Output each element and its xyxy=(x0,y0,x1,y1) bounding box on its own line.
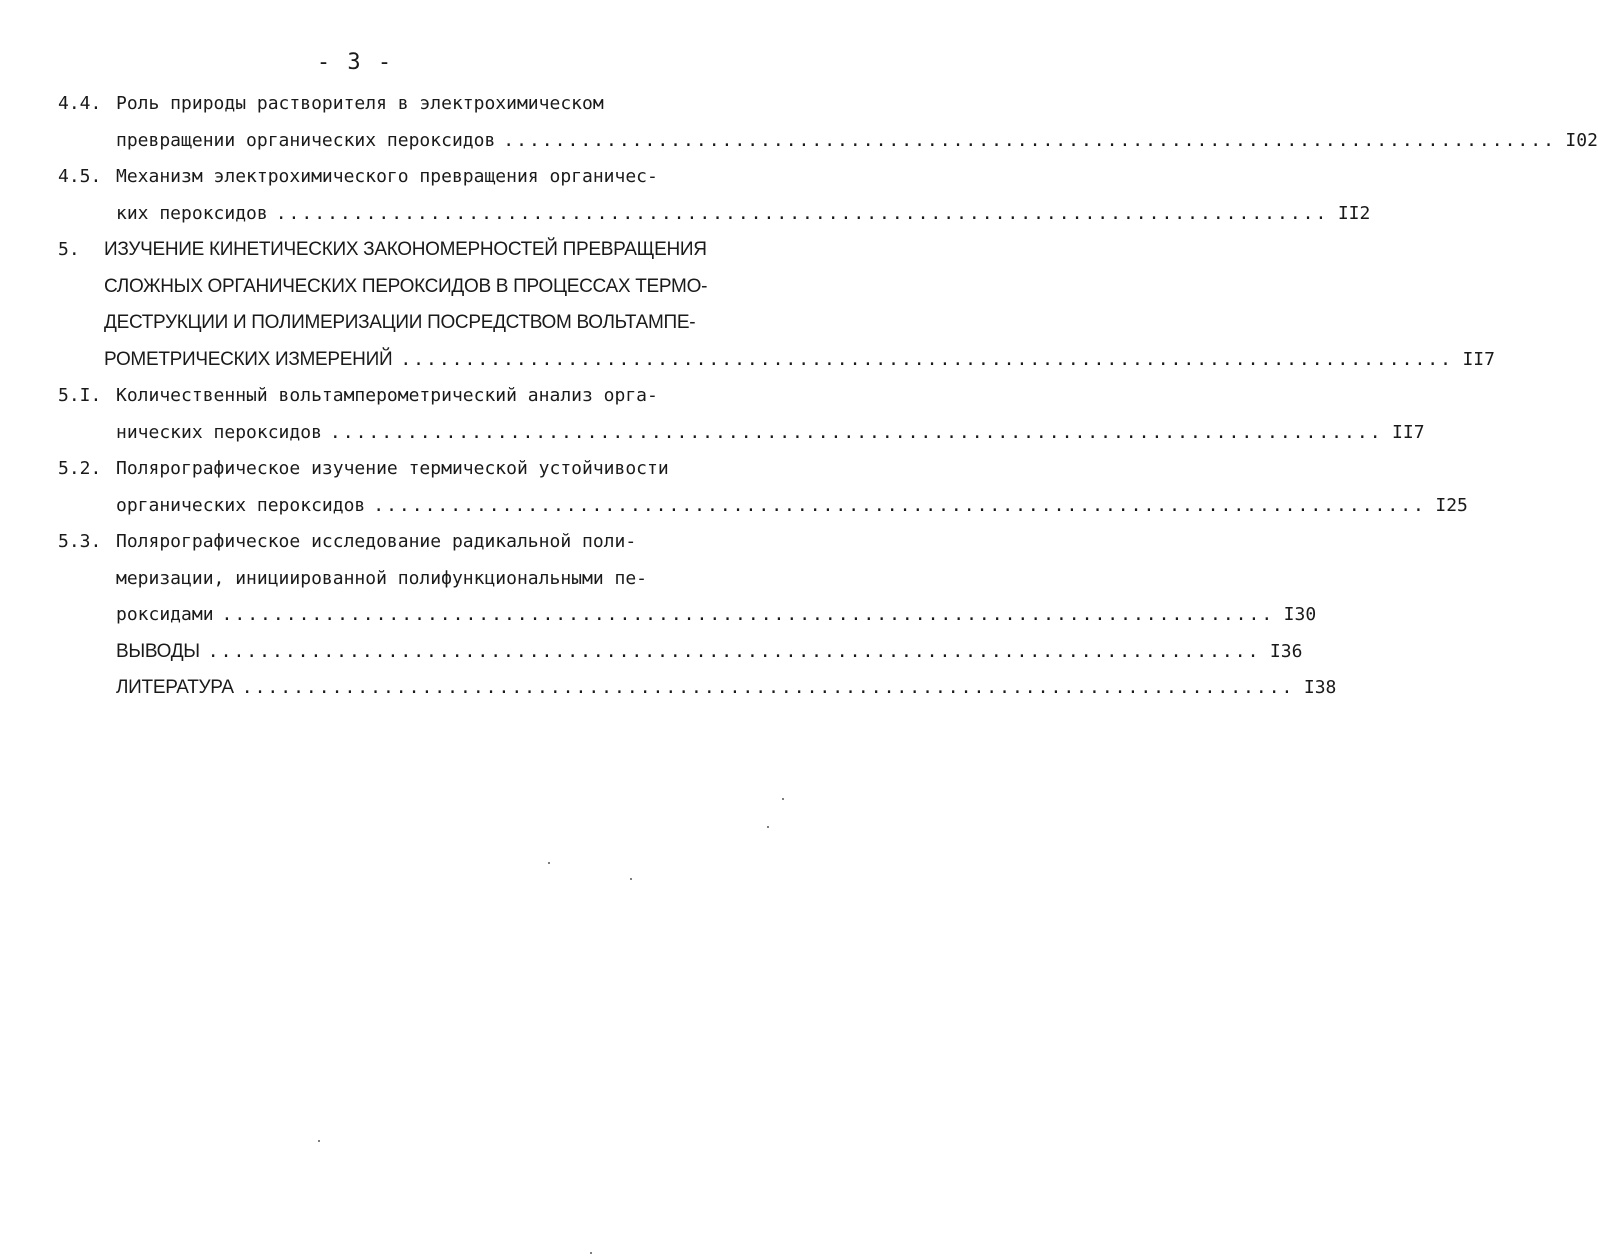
toc-entry-4-4 xyxy=(58,86,1598,159)
toc-entry-5-1 xyxy=(58,378,1425,451)
entry-page-number: I38 xyxy=(1303,677,1337,698)
entry-page-number: II7 xyxy=(1392,421,1425,443)
entry-text-last-line: ВЫВОДЫ xyxy=(116,640,200,662)
toc-entry-conclusions xyxy=(58,634,1303,671)
toc-entry-references xyxy=(58,670,1337,707)
scan-speck xyxy=(630,878,632,880)
dot-leader: .................................................................................. xyxy=(221,604,1275,625)
entry-text-last-line: РОМЕТРИЧЕСКИХ ИЗМЕРЕНИЙ xyxy=(104,348,393,370)
entry-text-line: ИЗУЧЕНИЕ КИНЕТИЧЕСКИХ ЗАКОНОМЕРНОСТЕЙ ПРЕВРАЩЕНИЯ xyxy=(104,239,707,260)
entry-text-line: Полярографическое изучение термической устойчивости xyxy=(116,458,669,479)
entry-text-line: СЛОЖНЫХ ОРГАНИЧЕСКИХ ПЕРОКСИДОВ В ПРОЦЕССАХ ТЕРМО- xyxy=(104,275,708,297)
scan-speck xyxy=(318,1140,320,1142)
entry-page-number: I30 xyxy=(1283,604,1317,625)
scan-speck xyxy=(590,1252,592,1254)
entry-number xyxy=(58,670,116,707)
dot-leader: .................................................................................. xyxy=(373,494,1426,516)
scan-speck xyxy=(782,798,784,800)
dot-leader: .................................................................................. xyxy=(329,421,1383,443)
entry-text-line: меризации, инициированной полифункциональными пе- xyxy=(116,567,648,589)
entry-text-last-line: нических пероксидов xyxy=(116,421,322,443)
dot-leader: .................................................................................. xyxy=(241,677,1295,698)
entry-number: 5.I. xyxy=(58,385,102,406)
entry-text-line: Количественный вольтамперометрический анализ орга- xyxy=(116,385,658,406)
entry-page-number: I36 xyxy=(1269,640,1303,662)
entry-text-last-line: ЛИТЕРАТУРА xyxy=(116,677,234,698)
entry-text-last-line: ких пероксидов xyxy=(116,202,268,224)
toc-entry-5-3 xyxy=(58,524,1317,634)
entry-text-last-line: превращении органических пероксидов xyxy=(116,129,496,151)
dot-leader: .................................................................................. xyxy=(207,640,1261,662)
dot-leader: .................................................................................. xyxy=(503,129,1556,151)
entry-page-number: II7 xyxy=(1462,348,1495,370)
entry-number: 5.2. xyxy=(58,458,102,479)
entry-text-line: Механизм электрохимического превращения органичес- xyxy=(116,166,658,187)
toc-entry-5 xyxy=(58,232,1495,378)
entry-text-line: Роль природы растворителя в электрохимическом xyxy=(116,93,604,114)
toc-entry-5-2 xyxy=(58,451,1468,524)
entry-page-number: II2 xyxy=(1337,202,1371,224)
entry-number: 4.4. xyxy=(58,93,102,114)
scan-speck xyxy=(767,826,769,828)
scan-speck xyxy=(548,862,550,864)
entry-number xyxy=(58,634,116,671)
entry-page-number: I02 xyxy=(1565,129,1598,151)
entry-text-last-line: роксидами xyxy=(116,604,214,625)
entry-text-line: ДЕСТРУКЦИИ И ПОЛИМЕРИЗАЦИИ ПОСРЕДСТВОМ ВОЛЬТАМПЕ- xyxy=(104,312,696,333)
entry-number: 4.5. xyxy=(58,166,102,187)
entry-text-last-line: органических пероксидов xyxy=(116,494,366,516)
entry-text-line: Полярографическое исследование радикальной поли- xyxy=(116,531,637,552)
entry-number: 5.3. xyxy=(58,531,102,552)
dot-leader: .................................................................................. xyxy=(400,348,1453,370)
table-of-contents xyxy=(58,86,1598,707)
toc-entry-4-5 xyxy=(58,159,1371,232)
entry-number: 5. xyxy=(58,239,80,260)
dot-leader: .................................................................................. xyxy=(275,202,1329,224)
entry-page-number: I25 xyxy=(1435,494,1468,516)
page-number: - 3 - xyxy=(316,50,394,75)
